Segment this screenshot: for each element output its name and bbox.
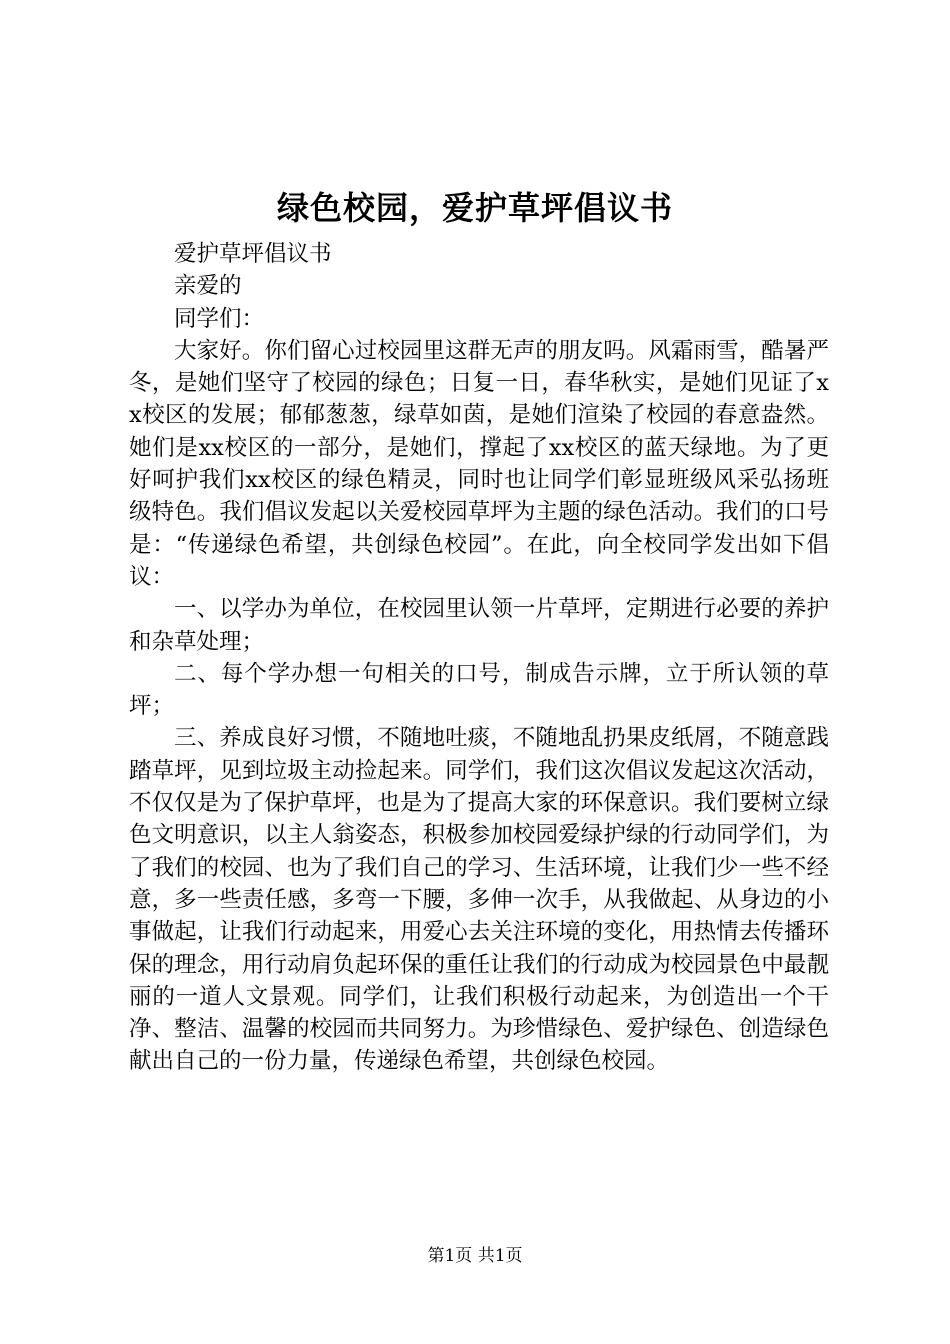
- salutation-line: 亲爱的: [174, 273, 242, 300]
- salutation-line: 同学们：: [174, 305, 265, 332]
- document-body: [129, 238, 829, 1078]
- subtitle-line: 爱护草坪倡议书: [174, 241, 332, 267]
- proposal-item: 二、每个学办想一句相关的口号，制成告示牌，立于所认领的草坪；: [129, 660, 829, 720]
- document-title: 绿色校园，爱护草坪倡议书: [276, 189, 673, 227]
- proposal-item: 三、养成良好习惯，不随地吐痰，不随地乱扔果皮纸屑，不随意践踏草坪，见到垃圾主动捡起来。同学们，我们这次倡议发起这次活动，不仅仅是为了保护草坪，也是为了提高大家的环保意识。我们要树立绿色文明意识，以主人翁姿态，积极参加校园爱绿护绿的行动同学们，为了我们的校园、也为了我们自己的学习、生活环境，让我们少一些不经意，多一些责任感，多弯一下腰，多伸一次手，从我做起、从身边的小事做起，让我们行动起来，用爱心去关注环境的变化，用热情去传播环保的理念，用行动肩负起环保的重任让我们的行动成为校园景色中最靓丽的一道人文景观。同学们，让我们积极行动起来，为创造出一个干净、整洁、温馨的校园而共同努力。为珍惜绿色、爱护绿色、创造绿色献出自己的一份力量，传递绿色希望，共创绿色校园。: [129, 725, 829, 1075]
- body-paragraph: 大家好。你们留心过校园里这群无声的朋友吗。风霜雨雪，酷暑严冬，是她们坚守了校园的绿色；日复一日，春华秋实，是她们见证了xx校区的发展；郁郁葱葱，绿草如茵，是她们渲染了校园的春意盎然。她们是xx校区的一部分，是她们，撑起了xx校区的蓝天绿地。为了更好呵护我们xx校区的绿色精灵，同时也让同学们彰显班级风采弘扬班级特色。我们倡议发起以关爱校园草坪为主题的绿色活动。我们的口号是：“传递绿色希望，共创绿色校园”。在此，向全校同学发出如下倡议：: [129, 337, 829, 590]
- page-footer: 第1页 共1页: [427, 1246, 523, 1266]
- proposal-item: 一、以学办为单位，在校园里认领一片草坪，定期进行必要的养护和杂草处理；: [129, 596, 829, 655]
